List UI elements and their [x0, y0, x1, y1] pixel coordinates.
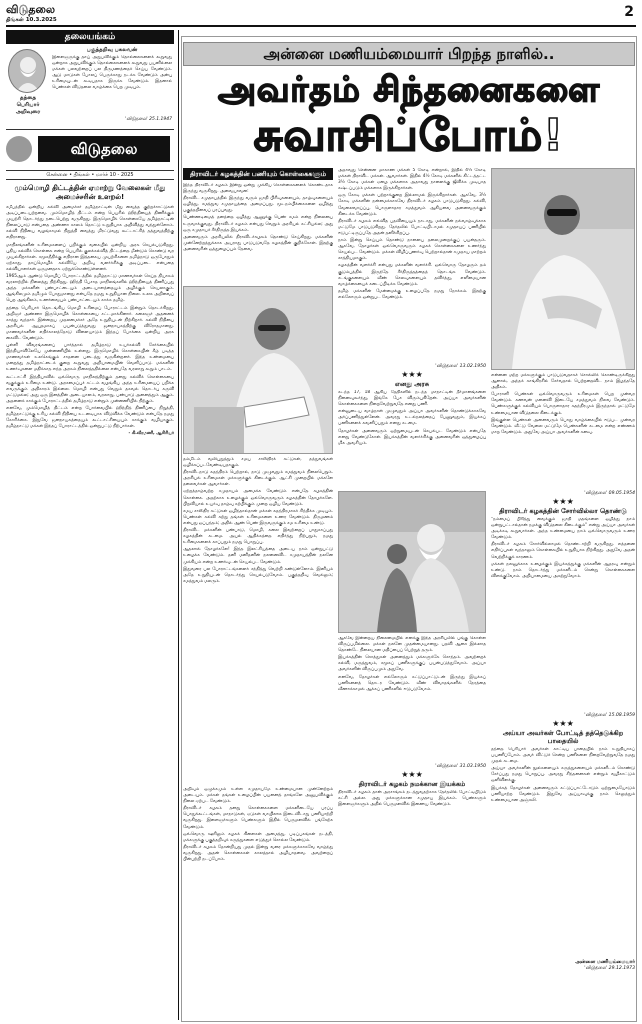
column-divider [178, 30, 179, 1020]
maniammai-writing-photo [183, 286, 333, 454]
feature-banner: அன்னை மணியம்மையார் பிறந்த நாளில்.. [183, 42, 635, 66]
col1-paragraph: சமய சாஸ்திர கட்டுகள் ஒழிந்தால்தான் மக்கள் சுதந்திரமாகச் சிந்திக்க முடியும். பெண்கள் கல்வி கற்று தங்கள் உரிமைகளை உணர வேண்டும். திருமணம் என்பது ஒப்பந்தம்; அதில் ஆண் பெண் இருவருக்கும் சம உரிமை உண்டு. [183, 508, 333, 526]
header-rule [6, 25, 636, 27]
col1-paragraph: ஆதலால் தோழர்களே! இந்த இலட்சியத்தை அடைய நாம் ஒன்றுபட்டு உழைக்க வேண்டும். தனி மனிதனின் நலனைவிட சமுதாயத்தின் நலனே முக்கியம் என்ற உணர்வுடன் செயல்பட வேண்டும். [183, 547, 333, 565]
col1-paragraph: திராவிடர் கழகம் தனது கொள்கைகளை மக்களிடையே பரப்ப பொதுக்கூட்டங்கள், மாநாடுகள், ஏடுகள் வாயிலாக இடைவிடாது பணியாற்றி வருகிறது. இளைஞர்களும் பெண்களும் இதில் பெருமளவில் பங்கேற்க வேண்டும். [183, 806, 333, 830]
col3-credit-2: 'விடுதலை' 15.08.1959 [584, 713, 635, 718]
col1-paragraph: திராவிட மக்களின் பண்பாடு, மொழி, கலை இவற்றைப் பாதுகாப்பது கழகத்தின் கடமை. அயல் ஆதிக்கத்தை எதிர்த்து நிற்பதும், நமது உரிமைகளைக் காப்பதும் நமது பொறுப்பு. [183, 528, 333, 546]
quote-box [6, 47, 174, 125]
col3-body-mid [491, 517, 635, 713]
col3-paragraph: அய்யா அவர்களின் நூல்களையும் கருத்துகளையும் மக்களிடம் கொண்டு சேர்ப்பது நமது பொறுப்பு. அவரது சிந்தனைகள் என்றும் வழிகாட்டும் ஒளிவிளக்கு. [491, 766, 635, 784]
section-separator-stars: ★★★ [401, 370, 423, 379]
col2-paragraph: கடந்த 17, 18 ஆகிய தேதிகளில் நடந்த மாநாட்டின் தீர்மானங்களை நினைவுகூர்ந்து, இங்கே பேச விரும்புகிறேன். அய்யா அவர்களின் கொள்கைகளை நிறைவேற்றுவதே எனது பணி. [338, 390, 486, 408]
article-column-3 [491, 168, 635, 1020]
col2-paragraph: இயக்கத்தின் சொத்துகள் அனைத்தும் மக்களுக்கே சொந்தம். அவற்றைக் கல்வி, மருத்துவம், சமூகப் பணிகளுக்குப் பயன்படுத்துவோம். அய்யா அவர்களின் விருப்பமும் அதுவே. [338, 655, 486, 673]
col1-body-mid [183, 457, 333, 787]
section-separator-stars: ★★★ [552, 497, 574, 506]
col2-paragraph: ஆகவே இன்றைய நிலைமையில் எனக்கு இந்த அரசியலில் பங்கு கொள்ள விருப்பமில்லை. மக்கள் நலனே முதன்மையானது. பதவி ஆசை இல்லாத தொண்டே நிலையான மதிப்பைப் பெற்றுத் தரும். [338, 636, 486, 654]
col3-paragraph: இங்குள்ள பெண்கள் அனைவரும் பொது வாழ்க்கையில் ஈடுபட முன்வர வேண்டும். வீட்டு வேலை மட்டுமே பெண்களின் கடமை என்ற எண்ணம் மாற வேண்டும். அதுவே அய்யா அவர்களின் கனவு. [491, 417, 635, 435]
col2-paragraph: தோழர்கள் அனைவரும் ஒற்றுமையுடன் செயல்பட வேண்டும் என்பதே எனது வேண்டுகோள். இயக்கத்தின் வளர்ச்சிக்கு அனைவரின் ஒத்துழைப்பு மிக அவசியம். [338, 428, 486, 446]
feature-title-line2: சுவாசிப்போம்! [253, 110, 565, 161]
col2-paragraph: என்னுடைய வாழ்நாள் முழுவதும் அய்யா அவர்களின் தொண்டுக்காகவே அர்ப்பணித்துள்ளேன். அவரது உடல்நலத்தைப் பேணுவதும், இயக்கப் பணிகளைக் கவனிப்பதும் எனது கடமை. [338, 409, 486, 427]
col1-heading: திராவிடர் கழகத்தின் பணியும் கொள்கைகளும் [183, 168, 333, 180]
col3-body-end [491, 747, 635, 959]
masthead-date: திங்கள் 10.3.2025 [6, 17, 57, 23]
col1-paragraph: ஒவ்வொரு ஊரிலும் கழகக் கிளைகள் அமைத்து, படிப்பகங்கள் நடத்தி, மக்களுக்கு பகுத்தறிவுக் கருத்துகளை எடுத்துச் சொல்ல வேண்டும். [183, 831, 333, 843]
article-column-1 [183, 168, 333, 1020]
paper-logo: விடுதலை [38, 136, 170, 162]
col1-body-top [183, 183, 333, 283]
col2-body-mid [338, 390, 486, 488]
page-number: 2 [624, 4, 634, 20]
quote-author: பகுத்தறிவு பகலவன் [86, 47, 138, 53]
col3-body-top [491, 373, 635, 491]
section-separator-stars: ★★★ [552, 719, 574, 728]
col1-paragraph: இதுவரை பல போராட்டங்களைச் சந்தித்து வெற்றி கண்டுள்ளோம். இனியும் அதே உறுதியுடன் தொடர்ந்து செயல்படுவோம். பகுத்தறிவு வெல்லும்; சமத்துவம் மலரும். [183, 566, 333, 584]
col2-paragraph: எனவே, தோழர்கள் எல்லோரும் கட்டுப்பாட்டுடன் இருந்து இயக்கப் பணிகளைத் தொடர வேண்டும். வீண் விவாதங்களில் நேரத்தை வீணாக்காமல் ஆக்கப் பணிகளில் ஈடுபடுவோம். [338, 674, 486, 692]
col2-paragraph: கழகத்தின் வளர்ச்சி என்பது மக்களின் வளர்ச்சி. ஒவ்வொரு தோழரும் தம் குடும்பத்தில் இருந்தே சீர்திருத்தத்தைத் தொடங்க வேண்டும். சடங்குகளையும் வீண் செலவுகளையும் தவிர்த்து, எளிமையான வாழ்க்கையைக் கடைப்பிடிக்க வேண்டும். [338, 263, 486, 287]
col2-credit-1: 'விடுதலை' 13.02.1950 [435, 364, 486, 369]
col2-paragraph: ஒரு கோடி மக்கள் பற்றாக்குறை இல்லாமல் இருக்கிறார்கள். ஆகவே, 3½ கோடி மக்களின் நன்மைக்காகவே திராவிடர் கழகம் பாடுபடுகிறது. கல்வி, வேலைவாய்ப்பு, பொருளாதார சமத்துவம் ஆகியவை அனைவருக்கும் கிடைக்க வேண்டும். [338, 193, 486, 217]
editorial-body [6, 205, 174, 973]
col2-paragraph: திராவிடர் கழகம் தான் அரசாங்கம் நடத்துவதற்காக தேர்தலில் போட்டியிடும் கட்சி அல்ல. அது மக்களுக்கான சமுதாய இயக்கம். பெண்களும் இளைஞர்களும் அதில் பெருமளவில் இணைய வேண்டும். [338, 790, 486, 808]
quote-credit: 'விடுதலை' 25.1.1947 [125, 117, 172, 122]
col2-body-low [338, 636, 486, 764]
editorial-paragraph: எனவே, மும்மொழித் திட்டம் என்ற போர்வையில் ஹிந்தித் திணிப்பை நிறுத்தி, தமிழ்நாட்டுக்கு உரிய கல்வி நிதியை உடனடியாக விடுவிக்க வேண்டும் என்பதே நமது கோரிக்கை. இதுவே ஜனநாயகத்தையும் கூட்டாட்சியையும் காக்கும் வழியாகும். தமிழ்நாட்டு மக்கள் இந்தப் போராட்டத்தில் ஒன்றுபட்டு நிற்பார்கள். [6, 406, 174, 430]
col1-body-end [183, 787, 333, 1007]
edition-line: சென்னை • திங்கள் • மார்ச் 10 - 2025 [6, 170, 174, 180]
col1-paragraph: பெண்ணடிமைத் தனத்தை ஒழித்து ஆணுக்கு பெண் சமம் என்ற நிலையை உருவாக்குவது. திராவிடர் கழகம் என்பது வெறும் அரசியல் கட்சியல்ல; அது ஒரு சமுதாயச் சீர்திருத்த இயக்கம். [183, 215, 333, 233]
editorial-paragraph: 1965ஆம் ஆண்டு மொழிப் போராட்டத்தில் தமிழ்நாட்டு மாணவர்கள் செய்த தியாகம் வரலாற்றில் நிலைத்து நிற்கிறது. ஹிந்தி பேசாத மாநிலங்களில் ஹிந்தியைத் திணிப்பது அந்த மக்களின் பண்பாட்டையும் அடையாளத்தையும் அழிக்கும் செயலாகும். ஆங்கிலமும் தமிழும் போதுமானது என்பதே நமது உறுதியான நிலை. உலக அறிவைப் பெற ஆங்கிலம், உணர்வையும் பண்பாட்டையும் காக்க தமிழ். [6, 274, 174, 304]
col2-paragraph: தமிழ் மக்களின் மேன்மைக்கு உழைப்பதே நமது நோக்கம். இதற்கு எல்லோரும் ஒன்றுபட வேண்டும். [338, 288, 486, 300]
logo-caption: தந்தை பெரியார் அறிவுரை [15, 95, 41, 115]
quote-text: இளைஞருக்கு தாய் அறுபவிக்கும் தொல்லைகளைக் கூறுவது ஒன்றாக அறுபவிக்கும் தொல்லைகளைக் கூறுவது பயனில்லை மக்கள் பலவற்றைப் பல திருமணத்தைச் செய்ய வேண்டும். ஆடு மாடுகள் போலப் பெருக்காது நடக்க வேண்டும் அன்பு உரிமையுடன் கூடியதாக இருக்க வேண்டும். இதனால் பெண்கள் விடுதலை வாழ்க்கை பெற முடியும். [52, 55, 172, 91]
editorial-title: மும்மொழி திட்டத்தின் ஏமாற்று வேலைகள் மீது அமைச்சரின் உளறல்! [14, 184, 166, 201]
editorial-paragraph: கூட்டாட்சி இந்தியாவில் ஒவ்வொரு மாநிலத்திற்கும் தனது கல்விக் கொள்கையை வகுக்கும் உரிமை உண்டு. அரசமைப்புச் சட்டம் வழங்கிய அந்த உரிமையைப் பறிக்க எவருக்கும் அதிகாரம் இல்லை. மொழி என்பது வெறும் தகவல் தொடர்பு கருவி மட்டுமல்ல; அது ஒரு இனத்தின் அடையாளம், வரலாறு, பண்பாடு அனைத்தும் ஆகும். அதனைக் காக்கும் போராட்டத்தில் தமிழ்நாடு என்றும் முன்னணியில் நிற்கும். [6, 374, 174, 404]
feature-title-line1: அவர்தம் சிந்தனைகளை [218, 70, 600, 110]
col2-heading-3: திராவிடர் கழகம் நமக்கான இயக்கம் [358, 780, 466, 788]
col1-paragraph: திராவிடநாடு சுதந்திரம் பெற்றால், நாடு முழுவதும் சமத்துவம் நிலைபெறும். அரசியல் உரிமைகள் மக்களுக்குக் கிடைக்கும். ஆட்சி முறையில் மக்களே தலைவர்கள் ஆவார்கள். [183, 470, 333, 488]
col2-body-top [338, 168, 486, 364]
col2-heading-2: எனது அரசு [394, 380, 430, 388]
col1-paragraph: திராவிட சமுதாயத்தில் இருந்து வரும் ஜாதி பிரிவுகளையும், தாழ்வுகளையும் ஒழித்து, சமத்துவ சமுதாயத்தை அமைப்பது. மூடநம்பிக்கைகளை ஒழித்து பகுத்தறிவைப் பரப்புவது. [183, 196, 333, 214]
editorial-label: தலையங்கம் [6, 30, 174, 44]
col1-paragraph: திராவிடர் கழகம் தோன்றியது முதல் இன்று வரை மக்களுக்காகவே வாழ்ந்து வருகிறது. அதன் கொள்கைகள் காலத்தால் அழியாதவை. அவற்றைப் பின்பற்றி நடப்போம். [183, 844, 333, 863]
editorial-paragraph: மாநிலங்களின் உரிமைகளைப் பறிக்கும் வகையில் ஒன்றிய அரசு செயல்படுகிறது. புதிய கல்விக் கொள்கை என்ற பெயரில் குலக்கல்வித் திட்டத்தை மீண்டும் கொண்டு வர முயல்கிறார்கள். சமூகநீதிக்கு எதிரான இத்தகைய முயற்சிகளை தமிழ்நாடு ஒருபோதும் ஏற்காது. தாய்மொழிக் கல்வியே அறிவு வளர்ச்சிக்கு அடிப்படை என்பதை கல்வியாளர்கள் ஒருமனதாக ஏற்றுக்கொண்டுள்ளனர். [6, 242, 174, 272]
col1-paragraph: தம்மிடம் வலியுறுத்தும் சமய சாஸ்திரக் கட்டுகள், தத்துவங்கள் ஒழிக்கப்படவேண்டியதாகும். [183, 457, 333, 469]
col2-credit-2: 'விடுதலை' 31.03.1950 [435, 764, 486, 769]
col3-paragraph: என்னை மற்ற மக்களுக்கும் பாடுபடுவதாகச் சொல்லிக் கொண்டிருக்கிறது ஆனால், அந்தக் காங்கிரசில் சேர்வதால் பெற்றதைவிட நாம் இழந்ததே அதிகம். [491, 373, 635, 391]
section-separator-stars: ★★★ [401, 770, 423, 779]
col1-paragraph: அனைவரும் அரசியலில் திராவிடர்கழகம் தொண்டு செய்கிறது. மக்களின் முன்னேற்றத்துக்காக அயராது பாடுபடுவதே கழகத்தின் குறிக்கோள். இதற்கு அனைவரின் ஒத்துழைப்பும் தேவை. [183, 234, 333, 252]
maniammai-portrait-photo [491, 168, 635, 370]
col3-paragraph: தந்தை பெரியார் அவர்கள் காட்டிய பாதையில் நாம் உறுதியாகப் பயணிப்போம். அவர் விட்டுச் சென்ற பணிகளை நிறைவேற்றுவதே நமது முதல் கடமை. [491, 747, 635, 765]
photo-illustration [492, 169, 635, 369]
editorial-column [6, 30, 174, 1020]
col2-paragraph: திராவிடர் கழகம் எவ்வித பதவியையும் நாடாது, மக்களின் நல்வாழ்வுக்காக மட்டுமே பாடுபடுகிறது. தேர்தலில் போட்டியிடாமல் சமுதாயப் பணியில் ஈடுபட்டிருப்பதே அதன் தனிச்சிறப்பு. [338, 218, 486, 236]
col3-paragraph: திராவிடர் கழகம் சோர்வில்லாமல் தொண்டாற்றி வருகிறது. எத்தனை எதிர்ப்புகள் வந்தாலும் கொள்கையில் உறுதியாக நிற்கிறது. அதுவே அதன் வெற்றிக்குக் காரணம். [491, 542, 635, 560]
col2-body-end [338, 790, 486, 930]
col3-heading-2: திராவிடர் கழகத்தின் சோர்வில்லா தொண்டு [499, 507, 627, 515]
photo-illustration [339, 492, 486, 632]
col3-signoff: அன்னை மணியம்மையார் [575, 959, 635, 965]
col3-paragraph: "நம்மைப் பிரித்து வைக்கும் ஜாதி மதங்களை ஒழித்து நாம் ஒன்றுபட்டால்தான் நமக்கு விடுதலை கிடைக்கும்" என்று அய்யா அவர்கள் அடிக்கடி கூறுவார்கள். அந்த உண்மையை நாம் ஒவ்வொருவரும் உணர வேண்டும். [491, 517, 635, 541]
col3-paragraph: போராளி பெண்கள் ஒவ்வொருவரும் உரிமைகள் பெற முன்வர வேண்டும். கணவன் மனைவி இடையே சமத்துவம் நிலவ வேண்டும். பெண்களுக்குக் கல்வியும் பொருளாதார சுதந்திரமும் இருந்தால் மட்டுமே உண்மையான விடுதலை கிடைக்கும். [491, 392, 635, 416]
col1-paragraph: அறிவும் ஒழுக்கமும் உள்ள சமுதாயமே உண்மையான முன்னேற்றம் அடையும். மக்கள் தங்கள் உழைப்பின் பயனைத் தாங்களே அனுபவிக்கும் நிலை ஏற்பட வேண்டும். [183, 787, 333, 805]
col3-paragraph: மக்கள் நலனுக்காக உழைக்கும் இயக்கத்துக்கு மக்களின் ஆதரவு என்றும் உண்டு. நாம் தொடர்ந்து மக்களிடம் சென்று கொள்கைகளை விளக்குவோம். அறியாமையை அகற்றுவோம். [491, 561, 635, 579]
photo-illustration [184, 287, 333, 453]
article-column-2 [338, 168, 486, 1020]
col2-paragraph: நாம் இன்று செய்யும் தொண்டு நாளைய தலைமுறைக்குப் பயன்தரும். ஆகவே, தோழர்கள் ஒவ்வொருவரும் கழகக் கொள்கைகளை உணர்ந்து செயல்பட வேண்டும். மக்கள் விழிப்புணர்வு பெற்றால்தான் சமுதாய மாற்றம் சாத்தியமாகும். [338, 238, 486, 262]
paper-logo-box [6, 129, 174, 168]
col2-paragraph: அதாவது சென்னை மாகாண மக்கள் 5 கோடி என்றால், இதில் 4½ கோடி மக்கள் திராவிட மக்கள். ஆவார்கள். இதில் 4½ கோடி மக்களில் கிட்டத்தட்ட 3½ கோடி மக்கள் ஏழை மக்களாக அதாவது நாளைக்கு ஜீவிக்க முடியாத கஷ்டப்படும் மக்களாக இருக்கிறார்கள். [338, 168, 486, 192]
editorial-signoff: - கி.வீரமணி, ஆசிரியர் [128, 431, 174, 437]
col3-credit-1: 'விடுதலை' 09.05.1954 [584, 491, 635, 496]
periyar-maniammai-photo [338, 491, 486, 633]
col3-paragraph: இயக்கத் தோழர்கள் அனைவரும் கட்டுப்பாட்டோடும் ஒற்றுமையோடும் பணியாற்ற வேண்டும். இதுவே அய்யாவுக்கு நாம் செலுத்தும் உண்மையான அஞ்சலி. [491, 785, 635, 803]
col3-credit-3: 'விடுதலை' 29.12.1973 [584, 966, 635, 971]
editorial-paragraph: தந்தை பெரியார் தொடங்கிய மொழி உரிமைப் போராட்டம் இன்றும் தொடர்கிறது. அறிஞர் அண்ணா இருமொழிக் கொள்கையை சட்டமாக்கினார். கலைஞர் அதனைக் காத்து வந்தார். இன்றைய முதலமைச்சர் அதே உறுதியுடன் நிற்கிறார். கல்வி நிதியை அரசியல் ஆயுதமாகப் பயன்படுத்துவது ஜனநாயகத்திற்கு விரோதமானது. மாணவர்களின் எதிர்காலத்தோடு விளையாடும் இந்தப் போக்கை ஒன்றிய அரசு கைவிட வேண்டும். [6, 305, 174, 341]
col3-heading-3: அய்யா அவர்கள் போட்டித் தத்தெடுக்கிற பாதையில் [502, 729, 624, 745]
editorial-paragraph: புள்ளி விவரங்களைப் பார்த்தால் தமிழ்நாடு உயர்கல்வி சேர்க்கையில் இந்தியாவிலேயே முன்னணியில் உள்ளது. இருமொழிக் கொள்கையின் கீழ் படித்த மாணவர்கள் உலகெங்கும் சாதனை படைத்து வருகின்றனர். இந்த உண்மையை மறைத்து தமிழ்நாட்டைக் குறை கூறுவது அறியாமையின் வெளிப்பாடு. மக்களின் உணர்வுகளை மதிக்காத எந்த அரசும் நிலைத்ததில்லை என்பதே வரலாறு கூறும் பாடம். [6, 343, 174, 373]
periyar-portrait [8, 49, 46, 93]
editorial-paragraph: சமீபத்தில் ஒன்றிய கல்வி அமைச்சர் தமிழ்நாட்டின் மீது வைத்த குற்றச்சாட்டுகள் அடிப்படையற்றவை. மும்மொழித் திட்டம் என்ற பெயரில் ஹிந்தியைத் திணிக்கும் முயற்சி தொடர்ந்து நடைபெற்று வருகிறது. இருமொழிக் கொள்கையே தமிழ்நாட்டின் நிலைப்பாடு என்பதை அண்ணா காலம் தொட்டு உறுதியாக அறிவித்து வந்துள்ளோம். கல்வி நிதியை வழங்காமல் நிறுத்தி வைத்து மிரட்டுவது கூட்டாட்சித் தத்துவத்திற்கு எதிரானது. [6, 205, 174, 241]
masthead-name: விடுதலை [6, 3, 56, 16]
col1-paragraph: ஏற்றத்தாழ்வற்ற சமுதாயம் அமைக்க வேண்டும் என்பதே கழகத்தின் கொள்கை. அதற்காக உழைக்கும் ஒவ்வொருவரும் கழகத்தின் தோழர்களே. பிறவியால் உயர்வு தாழ்வு கற்பிக்கும் முறை ஒழிய வேண்டும். [183, 489, 333, 507]
paper-emblem-icon [6, 136, 32, 162]
col1-paragraph: இந்த திராவிடர் கழகம் இன்று ஒன்று முக்கிய கொள்கைகளைக் கொண்டதாக இருந்து வருகிறது. அவையாவன: [183, 183, 333, 195]
